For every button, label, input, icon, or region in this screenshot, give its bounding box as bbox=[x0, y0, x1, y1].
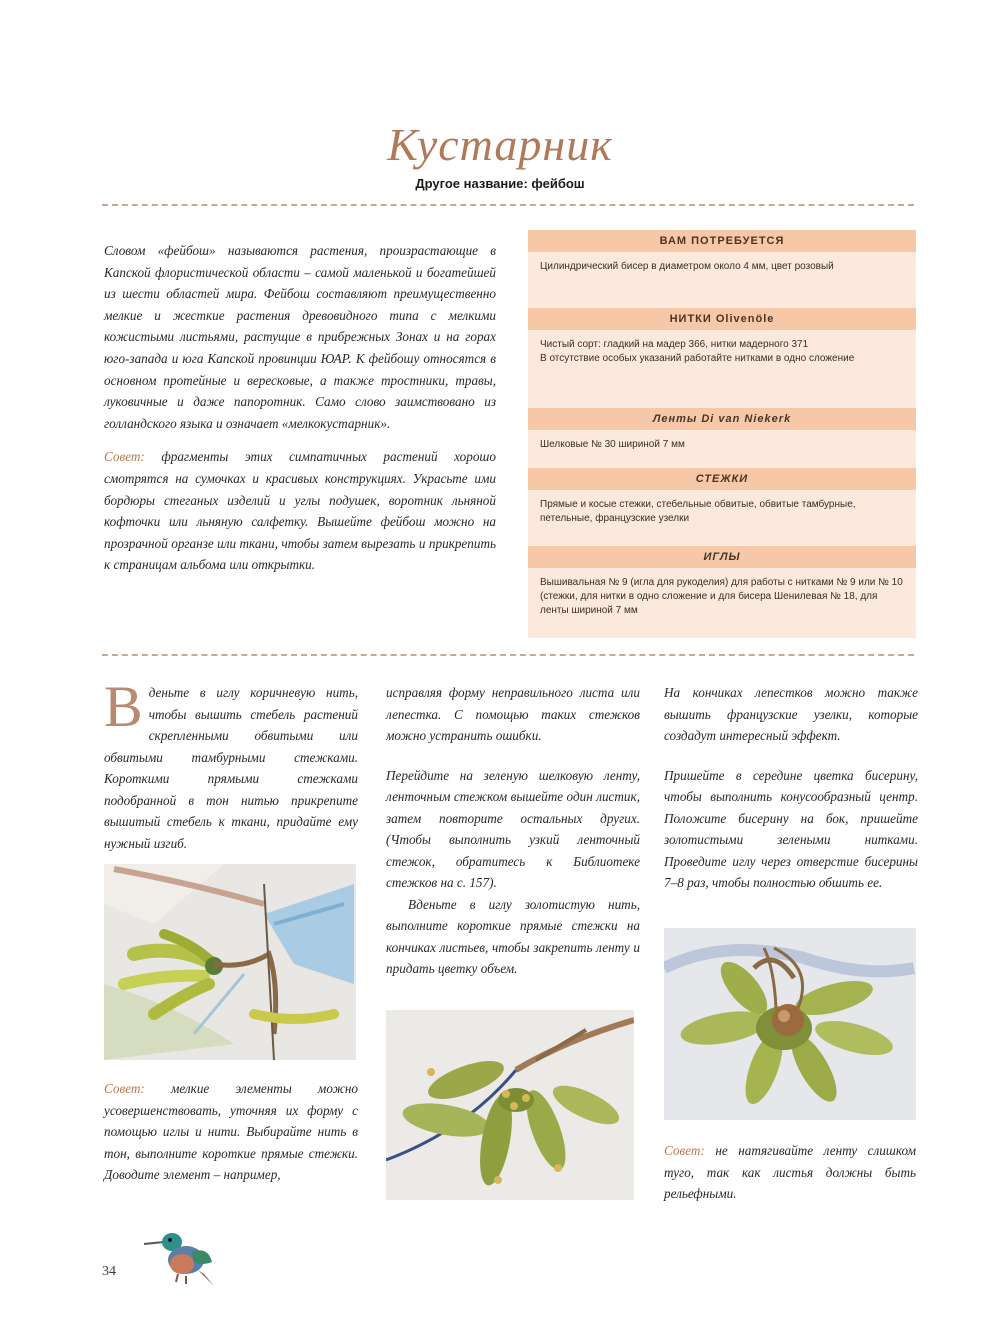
col2-paragraph-1: исправляя форму неправильного листа или лепестка. С помощью таких стежков можно устранить ошибки. bbox=[386, 685, 640, 743]
spec-body: Вышивальная № 9 (игла для рукоделия) для работы с нитками № 9 или № 10 (стежки, для нитки в одно сложение и для бисера Шенилевая № 18, для ленты шириной 7 мм bbox=[540, 577, 903, 616]
tip-text: мелкие элементы можно усовершенствовать, уточняя их форму с помощью иглы и нити. Выбирайте нить в тон, выполните короткие прямые стежки. Доводите элемент – например, bbox=[104, 1081, 358, 1182]
tip-label: Совет: bbox=[104, 449, 145, 465]
col2-paragraph-2: Перейдите на зеленую шелковую ленту, ленточным стежком вышейте один листик, затем повторите остальных других. (Чтобы выполнить узкий ленточный стежок, обратитесь к Библиотеке стежков на с. 157). bbox=[386, 767, 640, 890]
spec-block-stitches bbox=[528, 468, 916, 546]
tip-text: не натягивайте ленту слишком туго, так как листья должны быть рельефными. bbox=[664, 1143, 916, 1201]
page-title: Кустарник bbox=[387, 119, 613, 170]
col2-paragraph-3: Вденьте в иглу золотистую нить, выполните короткие прямые стежки на кончиках листьев, чтобы закрепить ленту и придать цветку объем. bbox=[386, 896, 640, 976]
spec-block-needles bbox=[528, 546, 916, 638]
tip-label: Совет: bbox=[664, 1143, 705, 1158]
spec-body: Шелковые № 30 шириной 7 мм bbox=[540, 439, 685, 450]
top-divider bbox=[102, 204, 914, 206]
photo-stem-stitching bbox=[104, 864, 356, 1060]
column-1 bbox=[104, 674, 358, 854]
col1-paragraph bbox=[104, 674, 358, 854]
hummingbird-illustration bbox=[142, 1222, 222, 1297]
tip-text: фрагменты этих симпатичных растений хорошо смотрятся на сумочках и красивых конструкциях. Украсьте ими бордюры стеганых изделий и углы подушек, воротник льняной кофточки или льняную салфетку. Вышейте фейбош можно на прозрачной органзе или ткани, чтобы затем вырезать и прикрепить к страницам альбома или открытки. bbox=[104, 449, 496, 573]
middle-divider bbox=[102, 654, 914, 656]
materials-box bbox=[528, 230, 916, 638]
spec-block-ribbons bbox=[528, 408, 916, 468]
spec-heading: ВАМ ПОТРЕБУЕТСЯ bbox=[528, 230, 916, 252]
col3-paragraph-1: На кончиках лепестков можно также вышить французские узелки, которые создадут интересный эффект. bbox=[664, 685, 918, 743]
spec-heading: НИТКИ Оlivenöle bbox=[528, 308, 916, 330]
spec-body: Чистый сорт: гладкий на мадер 366, нитки мадерного 371 В отсутствие особых указаний работайте нитками в одно сложение bbox=[540, 339, 855, 364]
page-number: 34 bbox=[102, 1264, 116, 1279]
photo-beaded-flower bbox=[664, 928, 916, 1120]
page-subtitle: Другое название: фейбош bbox=[415, 176, 585, 191]
drop-cap: В bbox=[104, 674, 143, 739]
spec-heading: СТЕЖКИ bbox=[528, 468, 916, 490]
column-2 bbox=[386, 682, 640, 980]
intro-tip bbox=[104, 446, 496, 576]
column-3 bbox=[664, 682, 918, 894]
col3-paragraph-2: Пришейте в середине цветка бисерину, чтобы выполнить конусообразный центр. Положите бисерину на бок, пришейте золотистыми зелеными нитками. Проведите иглу через отверстие бисерины 7–8 раз, чтобы полностью обшить ее. bbox=[664, 767, 918, 890]
spec-heading: ИГЛЫ bbox=[528, 546, 916, 568]
spec-block-needs bbox=[528, 230, 916, 308]
col1-text: деньте в иглу коричневую нить, чтобы вышить стебель растений скрепленными обвитыми или обвитыми тамбурными стежками. Короткими прямыми стежками подобранной в тон нитью прикрепите вышитый стебель к ткани, придайте ему нужный изгиб. bbox=[104, 685, 358, 851]
tip-3 bbox=[664, 1140, 916, 1205]
tip-label: Совет: bbox=[104, 1081, 145, 1096]
intro-paragraph: Словом «фейбош» называются растения, произрастающие в Капской флористической области – самой маленькой и богатейшей из шести областей мира. Фейбош составляют преимущественно мелкие и жесткие растения древовидного типа с мелкими кожистыми листьями, растущие в прибрежных Зонах и на горах юго-запада и юга Капской провинции ЮАР. К фейбошу относятся в основном протейные и вересковые, а также тростники, травы, луковичные и даже папоротник. Само слово заимствовано из голландского языка и означает «мелкокустарник». bbox=[104, 243, 496, 431]
photo-ribbon-leaves bbox=[386, 1010, 634, 1200]
spec-body: Прямые и косые стежки, стебельные обвитые, обвитые тамбурные, петельные, французские узелки bbox=[540, 499, 856, 524]
spec-heading: Ленты Di van Niekerk bbox=[528, 408, 916, 430]
spec-body: Цилиндрический бисер в диаметром около 4 мм, цвет розовый bbox=[540, 261, 834, 272]
spec-block-threads bbox=[528, 308, 916, 408]
tip-1 bbox=[104, 1078, 358, 1186]
intro-section bbox=[104, 240, 496, 576]
